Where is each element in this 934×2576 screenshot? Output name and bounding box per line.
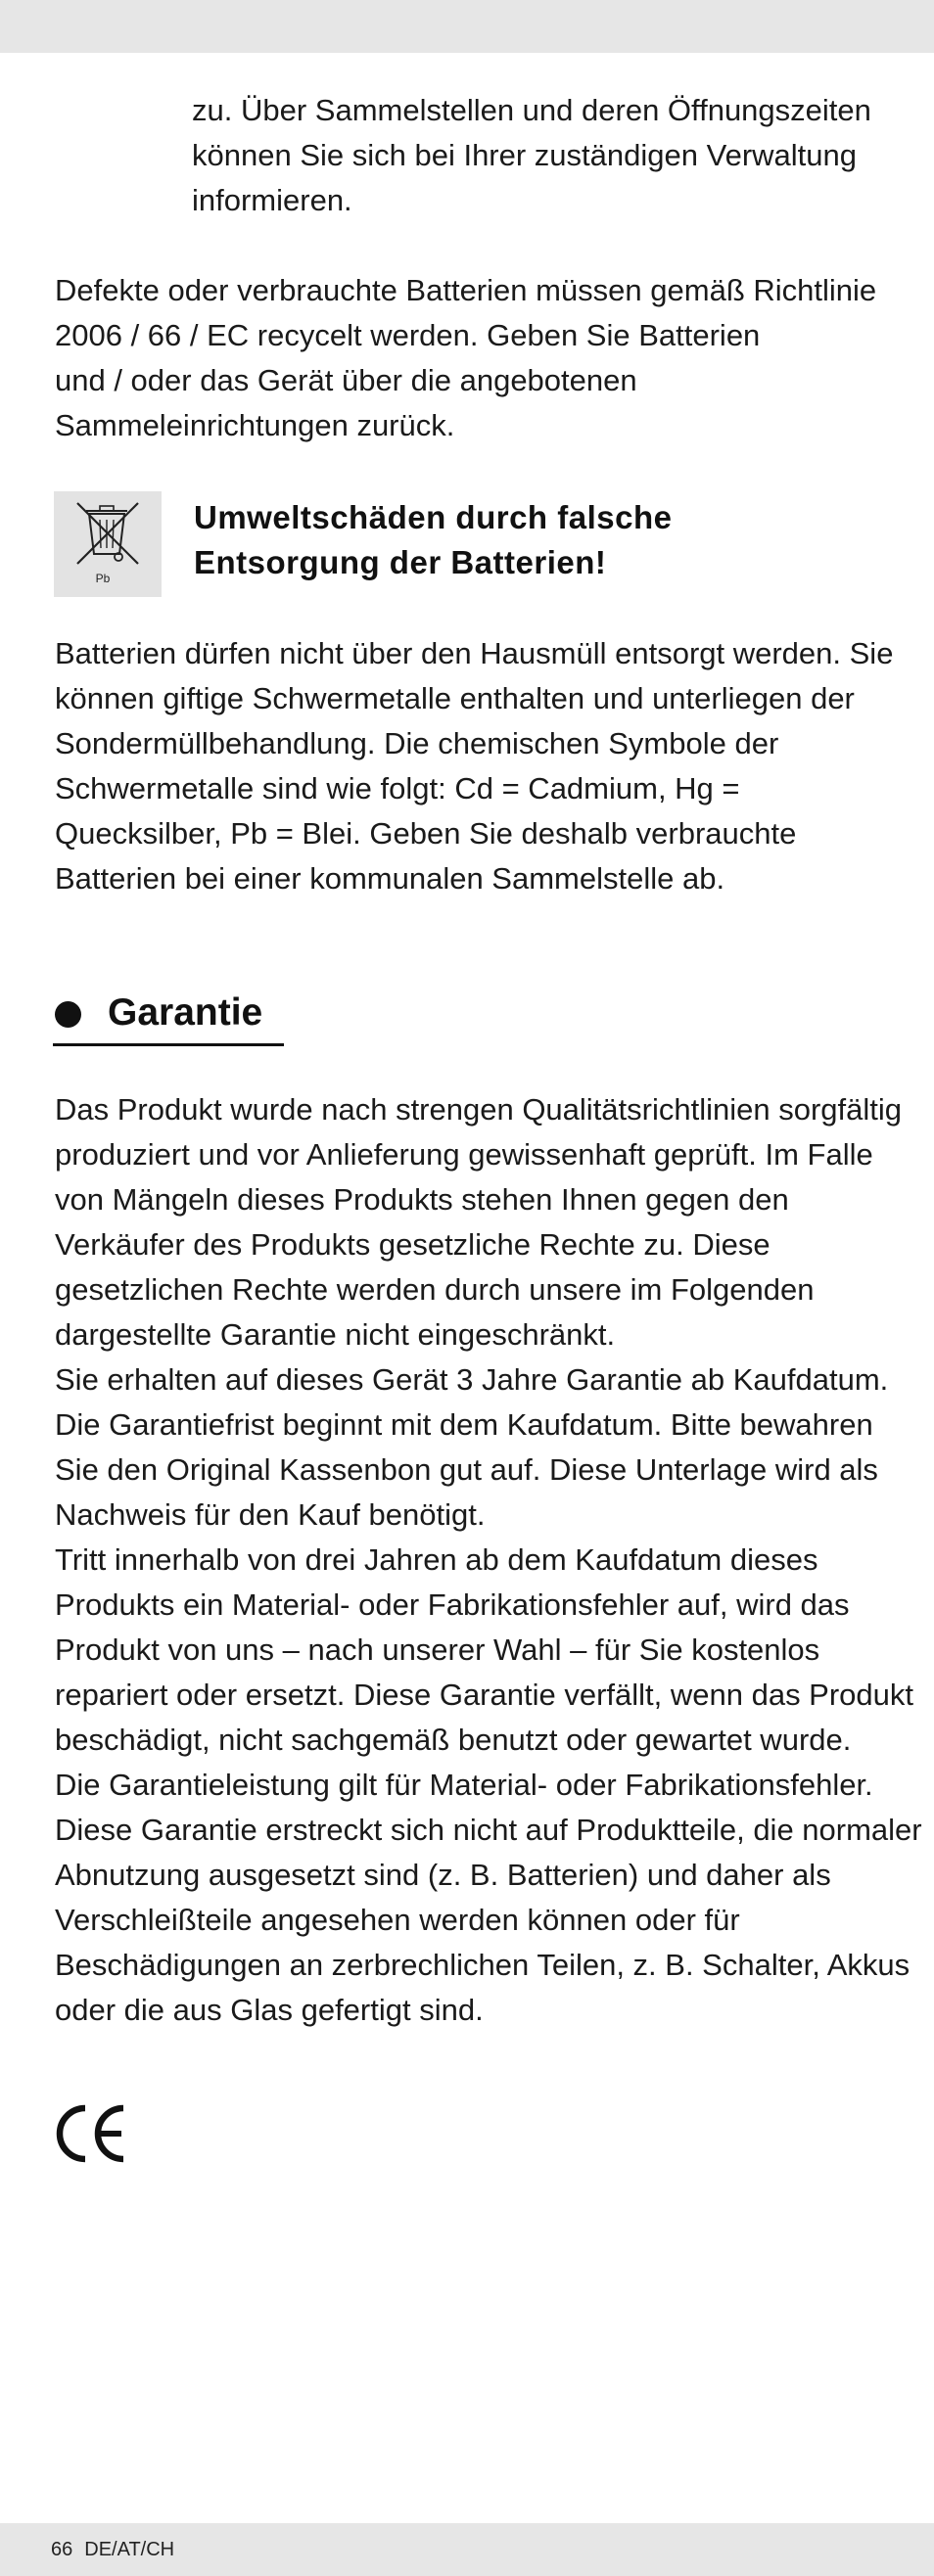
crossed-out-wheelie-bin-icon xyxy=(54,491,162,597)
text-line: repariert oder ersetzt. Diese Garantie verfällt, wenn das Produkt xyxy=(55,1678,914,1712)
text-line: können giftige Schwermetalle enthalten und unterliegen der xyxy=(55,681,855,715)
text-line: zu. Über Sammelstellen und deren Öffnungszeiten xyxy=(192,93,871,127)
text-line: Batterien bei einer kommunalen Sammelstelle ab. xyxy=(55,861,725,896)
guarantee-heading xyxy=(53,987,284,1046)
text-line: Nachweis für den Kauf benötigt. xyxy=(55,1497,486,1532)
text-line: Sammeleinrichtungen zurück. xyxy=(55,408,455,442)
text-line: Batterien dürfen nicht über den Hausmüll entsorgt werden. Sie xyxy=(55,636,894,670)
text-line: Abnutzung ausgesetzt sind (z. B. Batterien) und daher als xyxy=(55,1858,831,1892)
top-margin-band xyxy=(0,0,934,53)
pb-label: Pb xyxy=(95,572,111,585)
text-line: Verkäufer des Produkts gesetzliche Rechte zu. Diese xyxy=(55,1227,771,1262)
page-footer xyxy=(51,2537,174,2562)
collection-points-paragraph xyxy=(192,88,871,223)
text-line: 2006 / 66 / EC recycelt werden. Geben Sie Batterien xyxy=(55,318,761,352)
ce-mark-icon xyxy=(53,2102,131,2165)
text-line: Verschleißteile angesehen werden können oder für xyxy=(55,1903,740,1937)
text-line: informieren. xyxy=(192,183,352,217)
text-line: oder die aus Glas gefertigt sind. xyxy=(55,1993,484,2027)
text-line: und / oder das Gerät über die angebotenen xyxy=(55,363,637,397)
environmental-warning-title xyxy=(194,495,672,585)
page-number: 66 xyxy=(51,2539,73,2560)
defective-batteries-paragraph xyxy=(55,268,876,448)
text-line: Schwermetalle sind wie folgt: Cd = Cadmium, Hg = xyxy=(55,771,740,805)
text-line: Sondermüllbehandlung. Die chemischen Symbole der xyxy=(55,726,779,760)
text-line: Das Produkt wurde nach strengen Qualitätsrichtlinien sorgfältig xyxy=(55,1092,903,1127)
text-line: von Mängeln dieses Produkts stehen Ihnen gegen den xyxy=(55,1182,789,1217)
region-label: DE/AT/CH xyxy=(84,2539,175,2560)
text-line: gesetzlichen Rechte werden durch unsere im Folgenden xyxy=(55,1272,815,1307)
text-line: Produkt von uns – nach unserer Wahl – für Sie kostenlos xyxy=(55,1633,820,1667)
text-line: Die Garantiefrist beginnt mit dem Kaufdatum. Bitte bewahren xyxy=(55,1407,873,1442)
text-line: dargestellte Garantie nicht eingeschränkt. xyxy=(55,1317,616,1352)
text-line: Sie erhalten auf dieses Gerät 3 Jahre Garantie ab Kaufdatum. xyxy=(55,1362,889,1397)
text-line: Diese Garantie erstreckt sich nicht auf Produktteile, die normaler xyxy=(55,1813,922,1847)
text-line: Die Garantieleistung gilt für Material- oder Fabrikationsfehler. xyxy=(55,1768,873,1802)
text-line: Produkts ein Material- oder Fabrikationsfehler auf, wird das xyxy=(55,1587,850,1622)
text-line: Sie den Original Kassenbon gut auf. Diese Unterlage wird als xyxy=(55,1452,878,1487)
heavy-metals-paragraph xyxy=(55,631,893,901)
text-line: Beschädigungen an zerbrechlichen Teilen, z. B. Schalter, Akkus xyxy=(55,1948,911,1982)
text-line: produziert und vor Anlieferung gewissenhaft geprüft. Im Falle xyxy=(55,1137,873,1172)
text-line: können Sie sich bei Ihrer zuständigen Verwaltung xyxy=(192,138,857,172)
bullet-icon xyxy=(55,1001,81,1028)
guarantee-paragraph xyxy=(55,1087,922,2033)
text-line: Quecksilber, Pb = Blei. Geben Sie deshalb verbrauchte xyxy=(55,816,797,851)
text-line: Tritt innerhalb von drei Jahren ab dem Kaufdatum dieses xyxy=(55,1542,818,1577)
section-title: Garantie xyxy=(108,991,263,1034)
text-line: beschädigt, nicht sachgemäß benutzt oder gewartet wurde. xyxy=(55,1723,852,1757)
warning-title-line: Umweltschäden durch falsche xyxy=(194,499,673,535)
warning-title-line: Entsorgung der Batterien! xyxy=(194,544,607,580)
text-line: Defekte oder verbrauchte Batterien müssen gemäß Richtlinie xyxy=(55,273,877,307)
